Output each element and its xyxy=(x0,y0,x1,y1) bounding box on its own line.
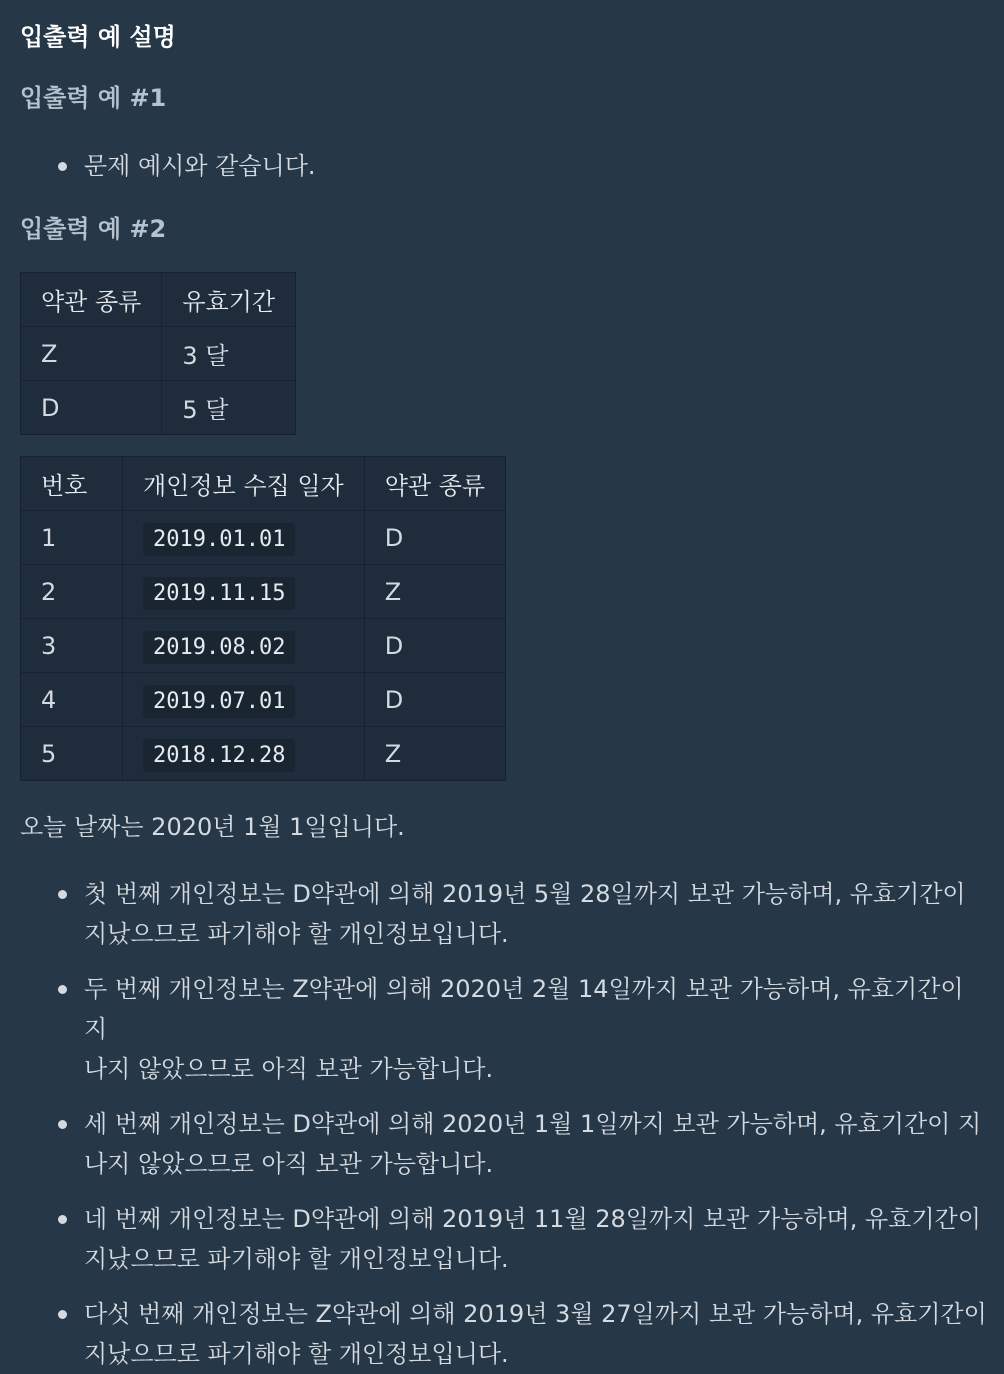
table-header-row xyxy=(21,457,506,511)
privacy-table xyxy=(20,456,506,781)
example-2-title: 입출력 예 #2 xyxy=(20,215,167,243)
date-code: 2019.11.15 xyxy=(143,577,295,610)
date-code: 2018.12.28 xyxy=(143,739,295,772)
list-item xyxy=(0,146,330,186)
table-cell xyxy=(123,565,365,619)
list-item-line: 다섯 번째 개인정보는 Z약관에 의해 2019년 3월 27일까지 보관 가능하며, 유효기간이 xyxy=(84,1300,987,1328)
list-item xyxy=(0,969,1004,1089)
table-header-cell: 개인정보 수집 일자 xyxy=(123,457,365,511)
list-item-line: 두 번째 개인정보는 Z약관에 의해 2020년 2월 14일까지 보관 가능하며, 유효기간이 지 xyxy=(84,975,964,1043)
terms-table xyxy=(20,272,296,435)
date-code: 2019.01.01 xyxy=(143,523,295,556)
list-item-line: 나지 않았으므로 아직 보관 가능합니다. xyxy=(84,1150,494,1178)
bullet-icon xyxy=(58,985,67,994)
date-code: 2019.07.01 xyxy=(143,685,295,718)
table-header-row xyxy=(21,273,296,327)
list-item-line: 나지 않았으므로 아직 보관 가능합니다. xyxy=(84,1055,494,1083)
list-item xyxy=(0,874,1004,954)
table-row xyxy=(21,727,506,781)
bullet-icon xyxy=(58,1310,67,1319)
list-item-line: 첫 번째 개인정보는 D약관에 의해 2019년 5월 28일까지 보관 가능하며, 유효기간이 xyxy=(84,880,966,908)
table-cell: D xyxy=(364,619,505,673)
list-item-line: 지났으므로 파기해야 할 개인정보입니다. xyxy=(84,1340,509,1368)
table-cell: D xyxy=(364,673,505,727)
table-header-cell: 약관 종류 xyxy=(21,273,162,327)
table-row xyxy=(21,511,506,565)
example-1-list xyxy=(0,146,330,186)
table-cell: 5 달 xyxy=(162,381,296,435)
bullet-icon xyxy=(58,162,67,171)
table-cell: 1 xyxy=(21,511,123,565)
section-heading: 입출력 예 설명 xyxy=(20,23,176,51)
table-row xyxy=(21,381,296,435)
list-item-text: 문제 예시와 같습니다. xyxy=(84,152,316,180)
table-header-cell: 번호 xyxy=(21,457,123,511)
list-item-line: 지났으므로 파기해야 할 개인정보입니다. xyxy=(84,1245,509,1273)
list-item xyxy=(0,1104,1004,1184)
date-code: 2019.08.02 xyxy=(143,631,295,664)
today-text: 오늘 날짜는 2020년 1월 1일입니다. xyxy=(20,813,405,841)
table-row xyxy=(21,619,506,673)
example-1-title: 입출력 예 #1 xyxy=(20,84,167,112)
bullet-icon xyxy=(58,1120,67,1129)
table-row xyxy=(21,673,506,727)
example-2-list xyxy=(0,874,1004,1374)
table-cell: D xyxy=(21,381,162,435)
list-item xyxy=(0,1294,1004,1374)
table-cell: 3 xyxy=(21,619,123,673)
table-cell: 4 xyxy=(21,673,123,727)
table-cell: D xyxy=(364,511,505,565)
table-header-cell: 약관 종류 xyxy=(364,457,505,511)
table-header-cell: 유효기간 xyxy=(162,273,296,327)
table-cell: Z xyxy=(364,565,505,619)
table-row xyxy=(21,327,296,381)
table-row xyxy=(21,565,506,619)
table-cell xyxy=(123,727,365,781)
list-item-line: 지났으므로 파기해야 할 개인정보입니다. xyxy=(84,920,509,948)
table-cell xyxy=(123,511,365,565)
table-cell: Z xyxy=(21,327,162,381)
bullet-icon xyxy=(58,1215,67,1224)
table-cell xyxy=(123,619,365,673)
list-item-line: 네 번째 개인정보는 D약관에 의해 2019년 11월 28일까지 보관 가능하며, 유효기간이 xyxy=(84,1205,981,1233)
list-item-line: 세 번째 개인정보는 D약관에 의해 2020년 1월 1일까지 보관 가능하며, 유효기간이 지 xyxy=(84,1110,982,1138)
table-cell: 2 xyxy=(21,565,123,619)
list-item xyxy=(0,1199,1004,1279)
table-cell: 5 xyxy=(21,727,123,781)
table-cell xyxy=(123,673,365,727)
bullet-icon xyxy=(58,890,67,899)
table-cell: Z xyxy=(364,727,505,781)
table-cell: 3 달 xyxy=(162,327,296,381)
